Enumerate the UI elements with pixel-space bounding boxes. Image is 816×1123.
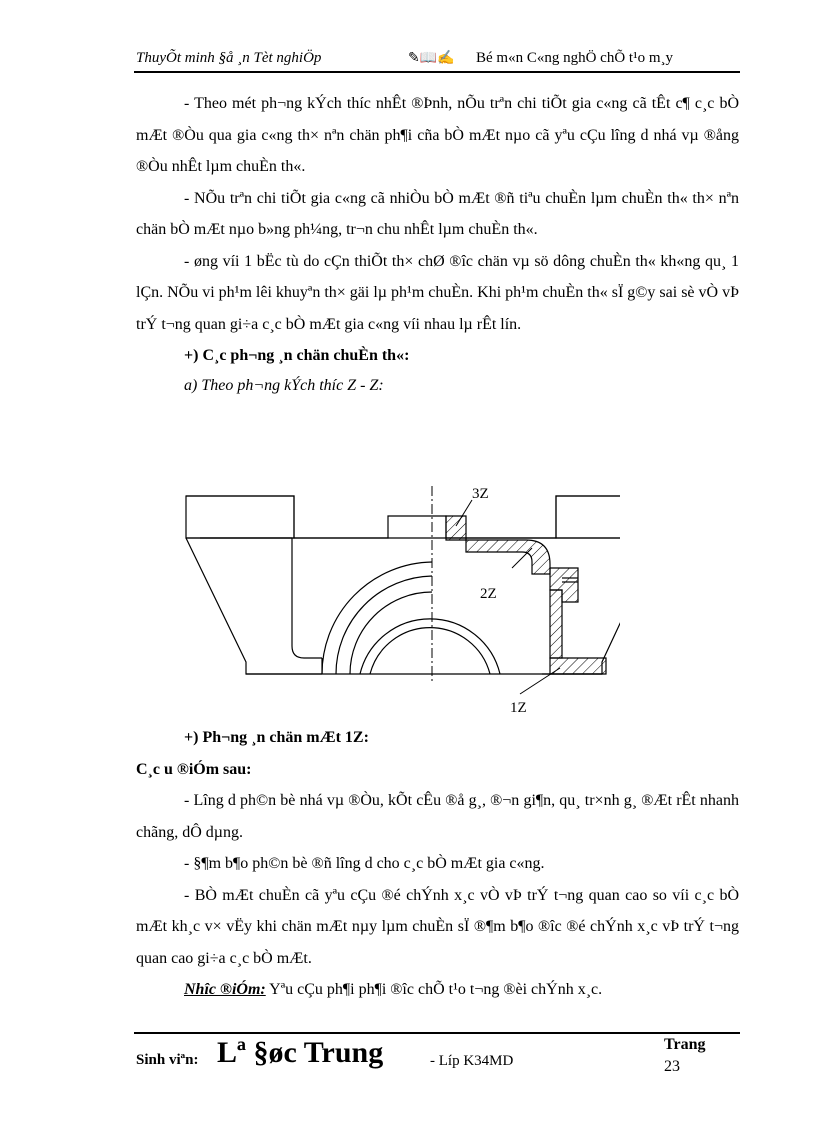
footer-class: - Líp K34MD [430,1053,514,1069]
footer-page-label: Trang [664,1036,706,1053]
header-left-title: ThuyÕt minh §å ¸n Tèt nghiÖp [136,50,322,66]
section-subheading-a: a) Theo ph¬ng kÝch thíc Z - Z: [184,376,384,394]
footer-student-name: Lª §øc Trung [217,1036,384,1069]
section-heading-2: +) Ph¬ng ¸n chän mÆt 1Z: [184,729,369,746]
header-divider [134,71,740,73]
paragraph-6: - BÒ mÆt chuÈn cã yªu cÇu ®é chÝnh x¸c vÒ vÞ trÝ t¬ng quan cao so víi c¸c bÒ mÆt kh¸c v× vËy khi chän mÆt nµy lµm chuÈn sÏ ®¶m b¶o ®îc ®é chÝnh x¸c vÞ trÝ t¬ng quan cao gi÷a c¸c bÒ mÆt. [136,886,739,967]
paragraph-5: - §¶m b¶o ph©n bè ®ñ lîng d cho c¸c bÒ mÆt gia c«ng. [184,855,545,872]
label-1z: 1Z [510,700,527,714]
note-text: Yªu cÇu ph¶i ph¶i ®îc chÕ t¹o t¬ng ®èi chÝnh x¸c. [265,981,603,998]
paragraph-1: - Theo mét ph¬ng kÝch thíc nhÊt ®Þnh, nÕu trªn chi tiÕt gia c«ng cã tÊt c¶ c¸c bÒ mÆt ®Òu qua gia c«ng th× nªn chän ph¶i cña bÒ mÆt nµo cã yªu cÇu lîng d nhá vµ ®ång ®Òu nhÊt lµm chuÈn th«. [136,95,739,175]
header-decoration-icon: ✎📖✍ [408,51,455,66]
section-heading-3: C¸c u ®iÓm sau: [136,760,252,778]
footer-student-label: Sinh viªn: [136,1052,199,1068]
body-text-upper [136,88,739,400]
label-2z: 2Z [480,586,497,602]
label-3z: 3Z [472,486,489,502]
paragraph-3: - øng víi 1 bËc tù do cÇn thiÕt th× chØ ®îc chän vµ sö dông chuÈn th« kh«ng qu¸ 1 lÇn. NÕu vi ph¹m lêi khuyªn th× gäi lµ ph¹m chuÈn. Khi ph¹m chuÈn th« sÏ g©y sai sè vÒ vÞ trÝ t¬ng quan gi÷a c¸c bÒ mÆt gia c«ng víi nhau lµ rÊt lín. [136,252,739,333]
note-label: Nhîc ®iÓm: [184,981,266,998]
footer-page-number: 23 [664,1058,680,1075]
paragraph-4: - Lîng d ph©n bè nhá vµ ®Òu, kÕt cÊu ®å g¸, ®¬n gi¶n, qu¸ tr×nh g¸ ®Æt rÊt nhanh chãng, dÔ dµng. [136,792,739,841]
header-right-title: Bé m«n C«ng nghÖ chÕ t¹o m¸y [476,50,673,66]
paragraph-2: - NÕu trªn chi tiÕt gia c«ng cã nhiÒu bÒ mÆt ®ñ tiªu chuÈn lµm chuÈn th« th× nªn chän bÒ mÆt nµo b»ng ph¼ng, tr¬n chu nhÊt lµm chuÈn th«. [136,189,739,238]
body-text-lower [136,722,739,1006]
part-cross-section-drawing [180,482,620,714]
footer-divider [134,1032,740,1034]
note-paragraph [136,974,739,1006]
section-heading-1: +) C¸c ph¬ng ¸n chän chuÈn th«: [184,347,410,364]
